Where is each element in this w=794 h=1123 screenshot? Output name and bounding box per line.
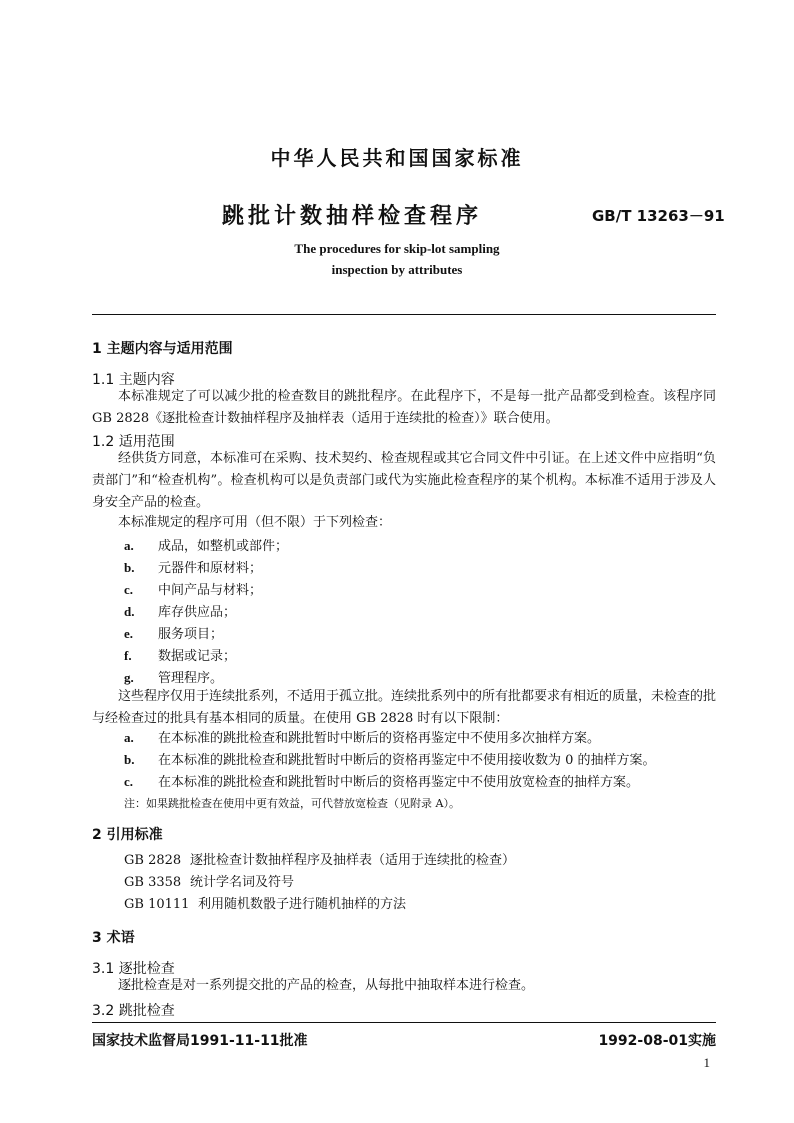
list-item-text: 数据或记录；	[158, 649, 237, 664]
limit-item-label: b.	[124, 752, 135, 767]
list-item-label: e.	[124, 626, 134, 641]
limit-item-text: 在本标准的跳批检查和跳批暂时中断后的资格再鉴定中不使用接收数为 0 的抽样方案。	[158, 753, 656, 768]
limit-item	[124, 771, 639, 794]
reference-row	[124, 872, 294, 894]
document-title: 跳批计数抽样检查程序	[222, 204, 483, 229]
english-title-line1: The procedures for skip-lot sampling	[294, 241, 500, 256]
section-1-1-heading: 1.1 主题内容	[92, 372, 175, 388]
limit-item-label: c.	[124, 774, 134, 789]
page-number: 1	[703, 1055, 710, 1070]
reference-code: GB 3358	[124, 875, 182, 890]
list-item	[124, 601, 236, 624]
section-1-heading: 1 主题内容与适用范围	[92, 341, 233, 357]
list-item	[124, 645, 236, 668]
effective-date: 1992-08-01实施	[598, 1033, 716, 1049]
section-1-2-heading: 1.2 适用范围	[92, 434, 175, 450]
list-item-text: 服务项目；	[158, 627, 224, 642]
limit-item-label: a.	[124, 730, 134, 745]
limit-item	[124, 727, 600, 750]
list-item-text: 库存供应品；	[158, 605, 237, 620]
limit-item-text: 在本标准的跳批检查和跳批暂时中断后的资格再鉴定中不使用多次抽样方案。	[158, 731, 601, 746]
english-title-line2: inspection by attributes	[331, 262, 463, 277]
section-3-2-heading: 3.2 跳批检查	[92, 1003, 175, 1019]
note: 注：如果跳批检查在使用中更有效益，可代替放宽检查（见附录 A）。	[124, 797, 460, 810]
list-item	[124, 623, 223, 646]
reference-code: GB 10111	[124, 897, 190, 912]
section-1-1-text: 本标准规定了可以减少批的检查数目的跳批程序。在此程序下，不是每一批产品都受到检查。该程序同 GB 2828《逐批检查计数抽样程序及抽样表（适用于连续批的检查）》联合使用。	[92, 389, 716, 426]
list-item	[124, 535, 288, 558]
list-item	[124, 579, 262, 602]
list-intro: 本标准规定的程序可用（但不限）于下列检查：	[118, 515, 392, 530]
section-1-2-text: 经供货方同意，本标准可在采购、技术契约、检查规程或其它合同文件中引证。在上述文件中应指明“负责部门”和“检查机构”。检查机构可以是负责部门或代为实施此检查程序的某个机构。本标准不适用于涉及人身安全产品的检查。	[92, 451, 716, 510]
national-standard-title: 中华人民共和国国家标准	[270, 146, 524, 170]
limit-item-text: 在本标准的跳批检查和跳批暂时中断后的资格再鉴定中不使用放宽检查的抽样方案。	[158, 775, 640, 790]
list-item-text: 元器件和原材料；	[158, 561, 263, 576]
section-2-heading: 2 引用标准	[92, 827, 163, 843]
list-item-label: a.	[124, 538, 134, 553]
footer-divider	[92, 1022, 716, 1023]
standard-code: GB/T 13263－91	[592, 207, 725, 225]
list-item-label: c.	[124, 582, 134, 597]
limits-intro-text: 这些程序仅用于连续批系列，不适用于孤立批。连续批系列中的所有批都要求有相近的质量，未检查的批与经检查过的批具有基本相同的质量。在使用 GB 2828 时有以下限制：	[92, 689, 717, 726]
list-item-label: d.	[124, 604, 135, 619]
header-divider	[92, 314, 716, 315]
limit-item	[124, 749, 656, 772]
list-item-label: f.	[124, 648, 132, 663]
list-item	[124, 557, 262, 580]
section-3-1-heading: 3.1 逐批检查	[92, 961, 175, 977]
reference-title: 逐批检查计数抽样程序及抽样表（适用于连续批的检查）	[190, 853, 516, 868]
list-item-label: b.	[124, 560, 135, 575]
reference-title: 利用随机数骰子进行随机抽样的方法	[198, 897, 407, 912]
list-item-text: 中间产品与材料；	[158, 583, 263, 598]
reference-row	[124, 850, 515, 872]
approval-date: 国家技术监督局1991-11-11批准	[92, 1033, 308, 1049]
list-item-label: g.	[124, 670, 134, 685]
reference-row	[124, 894, 406, 916]
section-3-heading: 3 术语	[92, 930, 135, 946]
list-item-text: 成品，如整机或部件；	[158, 539, 289, 554]
list-item-text: 管理程序。	[158, 671, 224, 686]
reference-code: GB 2828	[124, 853, 182, 868]
section-3-1-text: 逐批检查是对一系列提交批的产品的检查，从每批中抽取样本进行检查。	[118, 978, 535, 993]
reference-title: 统计学名词及符号	[190, 875, 295, 890]
